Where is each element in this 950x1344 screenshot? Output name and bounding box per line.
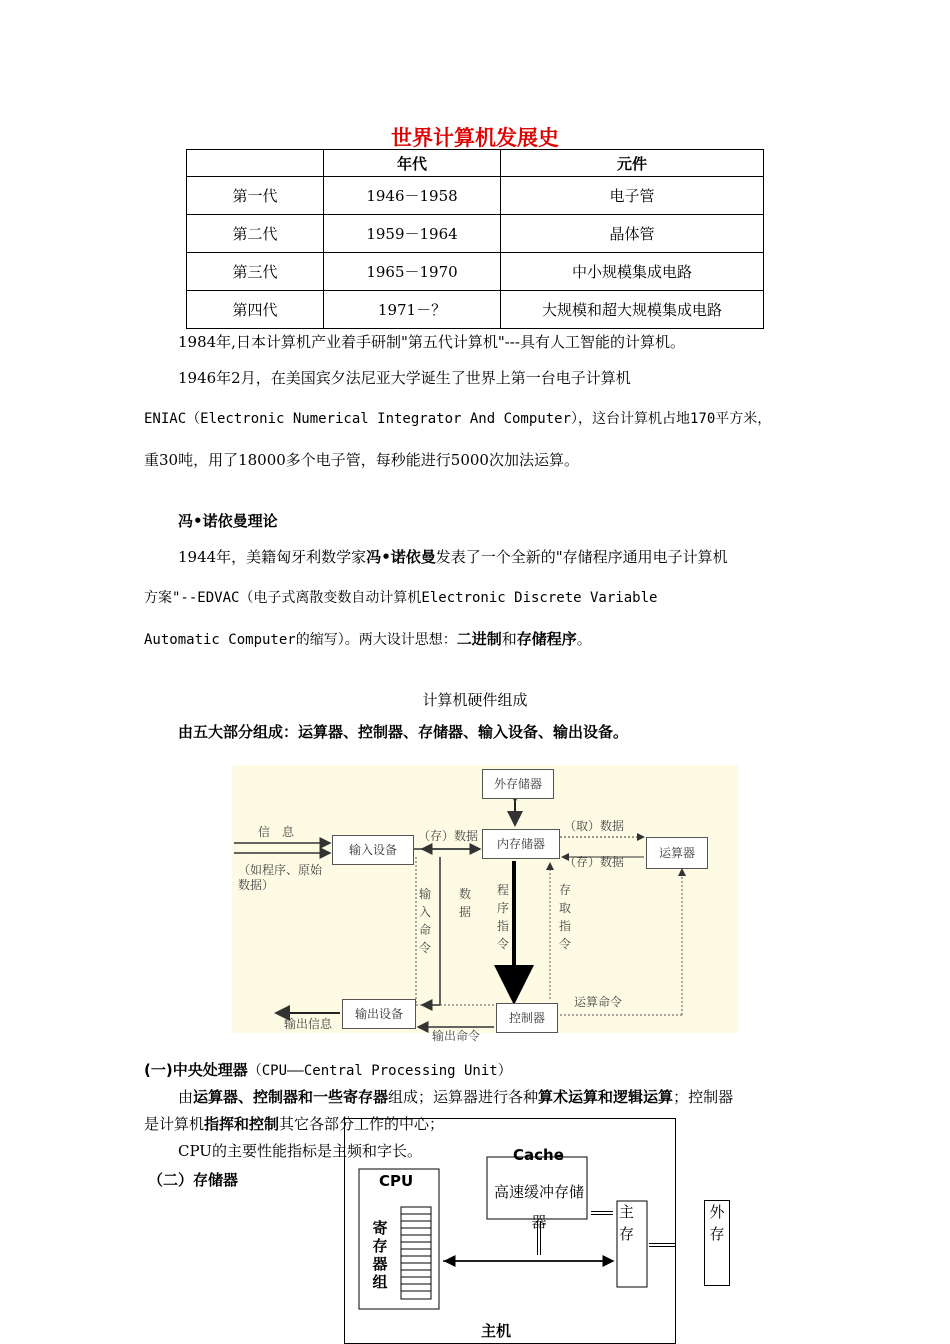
external-storage-box: 外存储器: [482, 769, 554, 799]
label-fetch-data: （取）数据: [564, 819, 625, 833]
table-row: [187, 291, 764, 329]
von-neumann-line3: [144, 629, 592, 650]
text-span: 发表了一个全新的"存储程序通用电子计算机: [435, 548, 728, 566]
cache-description: 高速缓冲存储器: [493, 1183, 584, 1231]
label-data: 数据: [458, 887, 471, 919]
table-cell: 第四代: [187, 291, 324, 329]
von-neumann-line1: [178, 547, 728, 567]
table-cell: 大规模和超大规模集成电路: [501, 291, 764, 329]
table-header-cell: 元件: [501, 150, 764, 177]
table-cell: 中小规模集成电路: [501, 253, 764, 291]
cache-label: Cache: [513, 1146, 564, 1164]
page-title: 世界计算机发展史: [391, 126, 559, 150]
input-device-box: 输入设备: [332, 835, 414, 865]
text-span: 其它各部分工作的中心；: [279, 1115, 445, 1133]
text-span-bold: 算术运算和逻辑运算: [538, 1088, 674, 1106]
label-info-note: （如程序、原始数据）: [238, 863, 323, 892]
label-output-command: 输出命令: [432, 1029, 481, 1043]
table-cell: 第三代: [187, 253, 324, 291]
alu-box: 运算器: [646, 837, 708, 869]
text-span-bold: 存储程序: [516, 630, 577, 648]
table-cell: 1965－1970: [324, 253, 501, 291]
table-row: [187, 177, 764, 215]
hardware-components-line: 由五大部分组成：运算器、控制器、存储器、输入设备、输出设备。: [178, 723, 629, 741]
storage-heading: （二）存储器: [148, 1171, 239, 1189]
host-label: 主机: [481, 1322, 512, 1340]
cpu-line3: CPU的主要性能指标是主频和字长。: [178, 1142, 422, 1160]
text-span: Automatic Computer的缩写）。两大设计思想：: [144, 632, 457, 648]
label-store-data-2: （存）数据: [564, 855, 625, 869]
text-span: ；控制器: [673, 1088, 734, 1106]
table-cell: 1971－？: [324, 291, 501, 329]
table-cell: 1946－1958: [324, 177, 501, 215]
text-span-bold: 冯•诺依曼: [366, 548, 436, 566]
table-cell: 1959－1964: [324, 215, 501, 253]
hardware-structure-diagram: [232, 765, 738, 1043]
label-info: 信 息: [258, 825, 295, 839]
external-memory-box: 外存: [704, 1200, 730, 1286]
text-span: 和: [501, 630, 517, 648]
memory-box: 内存储器: [482, 829, 560, 859]
main-memory-label: 主存: [619, 1203, 635, 1243]
table-row: [187, 215, 764, 253]
register-group-label: 寄存器组: [372, 1219, 388, 1291]
paragraph-eniac-line2: ENIAC（Electronic Numerical Integrator And Computer），这台计算机占地170平方米，: [144, 411, 772, 427]
text-span: 是计算机: [144, 1115, 205, 1133]
paragraph-fifth-generation: 1984年,日本计算机产业着手研制"第五代计算机"---具有人工智能的计算机。: [178, 333, 685, 351]
label-access-instructions: 存取指令: [558, 883, 571, 951]
label-operation-command: 运算命令: [574, 995, 623, 1009]
text-span: （CPU——Central Processing Unit）: [247, 1063, 512, 1079]
paragraph-eniac-line3: 重30吨，用了18000多个电子管，每秒能进行5000次加法运算。: [144, 451, 579, 469]
text-span: 。: [576, 630, 592, 648]
paragraph-eniac-line1: 1946年2月，在美国宾夕法尼亚大学诞生了世界上第一台电子计算机: [178, 369, 631, 387]
text-span-bold: 运算器、控制器和一些寄存器: [193, 1088, 389, 1106]
generations-table: [186, 149, 764, 329]
text-span: 组成；运算器进行各种: [388, 1088, 539, 1106]
output-device-box: 输出设备: [342, 999, 416, 1029]
table-header-row: [187, 150, 764, 177]
cpu-heading: [144, 1060, 512, 1081]
table-header-cell: [187, 150, 324, 177]
table-cell: 晶体管: [501, 215, 764, 253]
hardware-heading: 计算机硬件组成: [422, 691, 528, 709]
text-span-bold: 指挥和控制: [204, 1115, 280, 1133]
controller-box: 控制器: [496, 1003, 558, 1033]
cpu-line1: [178, 1087, 733, 1107]
text-span: 1944年，美籍匈牙利数学家: [178, 548, 367, 566]
von-neumann-heading: 冯•诺依曼理论: [178, 512, 278, 530]
text-span: 由: [178, 1088, 194, 1106]
table-row: [187, 253, 764, 291]
label-output-info: 输出信息: [284, 1017, 333, 1031]
von-neumann-line2: 方案"--EDVAC（电子式离散变数自动计算机Electronic Discrete Variable: [144, 590, 658, 606]
cpu-label: CPU: [379, 1172, 414, 1190]
label-program-instructions: 程序指令: [496, 883, 509, 951]
table-cell: 第一代: [187, 177, 324, 215]
host-diagram: [344, 1118, 676, 1344]
text-span-bold: (一)中央处理器: [144, 1061, 248, 1079]
table-cell: 第二代: [187, 215, 324, 253]
table-header-cell: 年代: [324, 150, 501, 177]
text-span-bold: 二进制: [456, 630, 502, 648]
table-cell: 电子管: [501, 177, 764, 215]
diagram-arrows: [232, 765, 738, 1033]
label-store-data: （存）数据: [418, 829, 479, 843]
label-input-command: 输入命令: [418, 887, 431, 955]
